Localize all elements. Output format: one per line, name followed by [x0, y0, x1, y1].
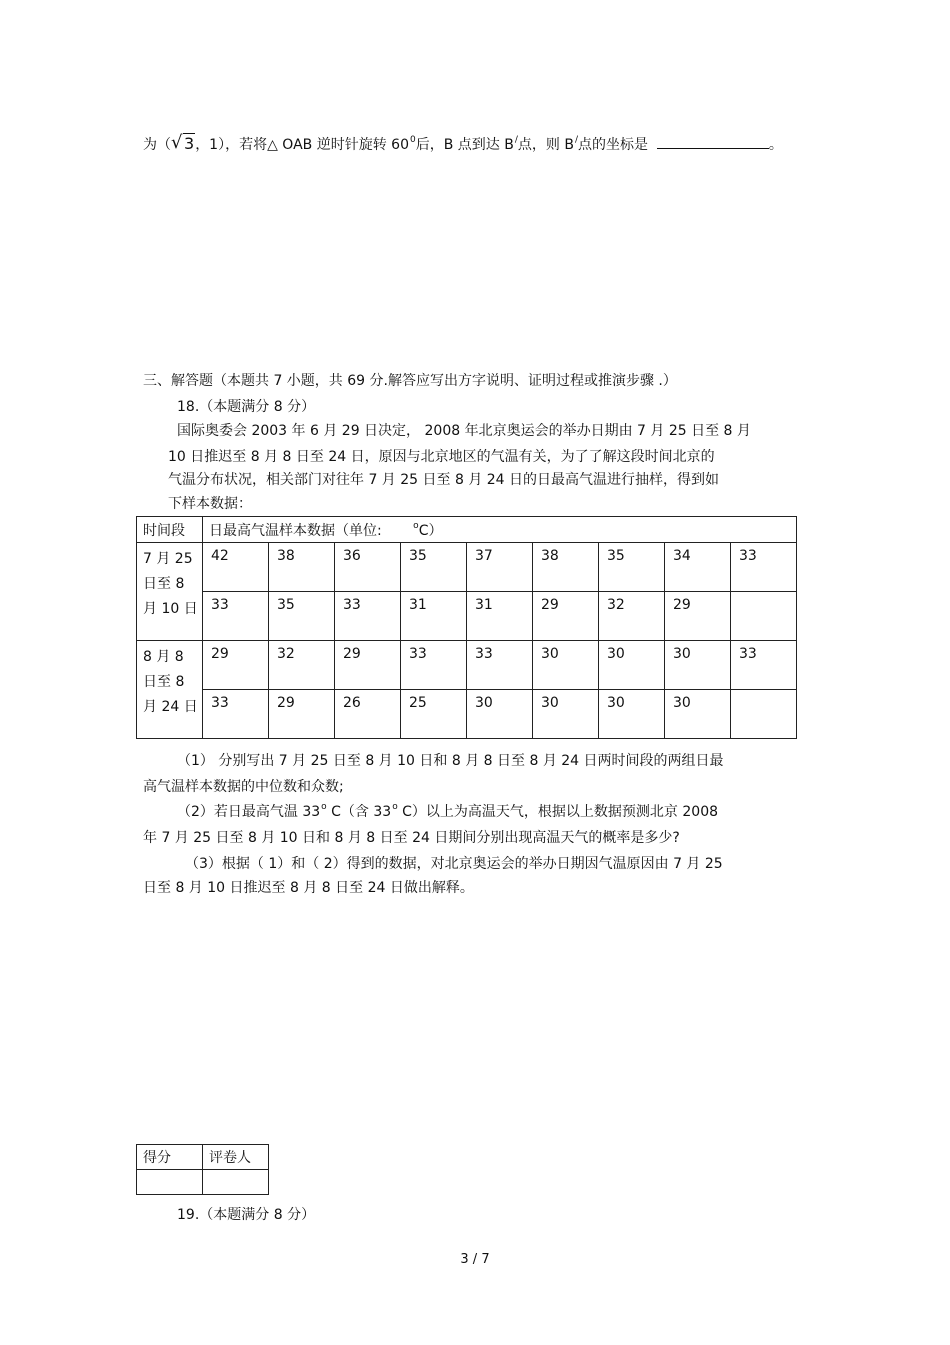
- q17-line: [143, 134, 783, 154]
- q18-paragraph-line: 国际奥委会 2003 年 6 月 29 日决定， 2008 年北京奥运会的举办日期由 7 月 25 日至 8 月: [177, 423, 751, 439]
- q19-heading: 19.（本题满分 8 分）: [177, 1207, 316, 1223]
- data-cell: 31: [467, 592, 533, 641]
- page-number: 3 / 7: [460, 1252, 490, 1267]
- data-cell: 29: [203, 641, 269, 690]
- data-cell: [731, 690, 797, 739]
- data-cell: 32: [269, 641, 335, 690]
- data-cell: 34: [665, 543, 731, 592]
- grader-label: 评卷人: [203, 1145, 269, 1170]
- q18-part2-line: 年 7 月 25 日至 8 月 10 日和 8 月 8 日至 24 日期间分别出现高温天气的概率是多少?: [143, 830, 680, 846]
- data-cell: 38: [269, 543, 335, 592]
- data-cell: 31: [401, 592, 467, 641]
- header-data-label: 日最高气温样本数据（单位:: [209, 523, 382, 539]
- data-cell: 29: [335, 641, 401, 690]
- header-period: 时间段: [137, 517, 203, 543]
- data-cell: 30: [665, 690, 731, 739]
- table-row: [137, 543, 797, 592]
- data-cell: 30: [467, 690, 533, 739]
- degree-mark: 0: [409, 135, 416, 145]
- q18-paragraph-line: 下样本数据：: [168, 496, 252, 512]
- data-cell: 25: [401, 690, 467, 739]
- degree-mark: o: [392, 802, 398, 812]
- score-table: [136, 1144, 269, 1195]
- period-cell: 8 月 8 日至 8 月 24 日: [137, 641, 203, 739]
- header-data: [203, 517, 797, 543]
- period-cell: 7 月 25 日至 8 月 10 日: [137, 543, 203, 641]
- table-row: [137, 690, 797, 739]
- data-cell: 33: [203, 690, 269, 739]
- q18-part2-text: C）以上为高温天气，根据以上数据预测北京 2008: [397, 804, 719, 820]
- data-cell: 30: [599, 641, 665, 690]
- degree-mark: o: [413, 521, 419, 531]
- data-cell: 33: [203, 592, 269, 641]
- data-cell: 33: [467, 641, 533, 690]
- q18-part3-line: 日至 8 月 10 日推迟至 8 月 8 日至 24 日做出解释。: [143, 880, 474, 896]
- data-cell: 38: [533, 543, 599, 592]
- q18-heading: 18.（本题满分 8 分）: [177, 399, 316, 415]
- q18-part1-line: （1） 分别写出 7 月 25 日至 8 月 10 日和 8 月 8 日至 8 月 24 日两时间段的两组日最: [177, 753, 724, 769]
- table-row: [137, 1145, 269, 1170]
- data-cell: 29: [665, 592, 731, 641]
- data-cell: 33: [401, 641, 467, 690]
- data-cell: 33: [731, 543, 797, 592]
- data-cell: 26: [335, 690, 401, 739]
- degree-mark: o: [321, 802, 327, 812]
- grader-input-cell[interactable]: [203, 1170, 269, 1195]
- data-cell: 35: [269, 592, 335, 641]
- data-cell: 30: [533, 690, 599, 739]
- q18-part2-text: C（含 33: [326, 804, 392, 820]
- q17-text-4: 点，则 B: [517, 137, 574, 153]
- score-label: 得分: [137, 1145, 203, 1170]
- q18-paragraph-line: 气温分布状况，相关部门对往年 7 月 25 日至 8 月 24 日的日最高气温进行抽样，得到如: [168, 472, 720, 488]
- q17-text-6: 。: [768, 137, 783, 153]
- table-row: [137, 592, 797, 641]
- table-row: [137, 1170, 269, 1195]
- data-cell: 30: [665, 641, 731, 690]
- data-cell: [731, 592, 797, 641]
- q17-text-1: 为（: [143, 137, 171, 153]
- data-cell: 29: [269, 690, 335, 739]
- q18-part1-line: 高气温样本数据的中位数和众数;: [143, 779, 344, 795]
- temperature-data-table: [136, 516, 797, 739]
- table-header-row: [137, 517, 797, 543]
- sqrt-3: [171, 134, 195, 153]
- data-cell: 35: [401, 543, 467, 592]
- table-row: [137, 641, 797, 690]
- q18-paragraph-line: 10 日推迟至 8 月 8 日至 24 日，原因与北京地区的气温有关，为了了解这段时间北京的: [168, 449, 715, 465]
- answer-blank[interactable]: [657, 136, 769, 149]
- data-cell: 33: [731, 641, 797, 690]
- prime-mark: /: [574, 135, 578, 145]
- data-cell: 32: [599, 592, 665, 641]
- prime-mark: /: [514, 135, 518, 145]
- data-cell: 35: [599, 543, 665, 592]
- header-unit: C）: [418, 523, 443, 539]
- data-cell: 37: [467, 543, 533, 592]
- q18-part2-text: （2）若日最高气温 33: [177, 804, 321, 820]
- q18-part2-line: [177, 801, 718, 821]
- q17-text-2: ，1），若将△ OAB 逆时针旋转 60: [195, 137, 409, 153]
- q17-text-5: 点的坐标是: [577, 137, 648, 153]
- data-cell: 33: [335, 592, 401, 641]
- data-cell: 29: [533, 592, 599, 641]
- radical-sign-icon: √: [171, 132, 183, 153]
- data-cell: 30: [533, 641, 599, 690]
- q17-text-3: 后，B 点到达 B: [415, 137, 514, 153]
- data-cell: 42: [203, 543, 269, 592]
- data-cell: 30: [599, 690, 665, 739]
- sqrt-radicand: 3: [184, 134, 195, 153]
- score-input-cell[interactable]: [137, 1170, 203, 1195]
- section-title: 三、解答题（本题共 7 小题，共 69 分.解答应写出方字说明、证明过程或推演步骤 .）: [143, 373, 677, 389]
- data-cell: 36: [335, 543, 401, 592]
- q18-part3-line: （3）根据（ 1）和（ 2）得到的数据，对北京奥运会的举办日期因气温原因由 7 月 25: [185, 856, 723, 872]
